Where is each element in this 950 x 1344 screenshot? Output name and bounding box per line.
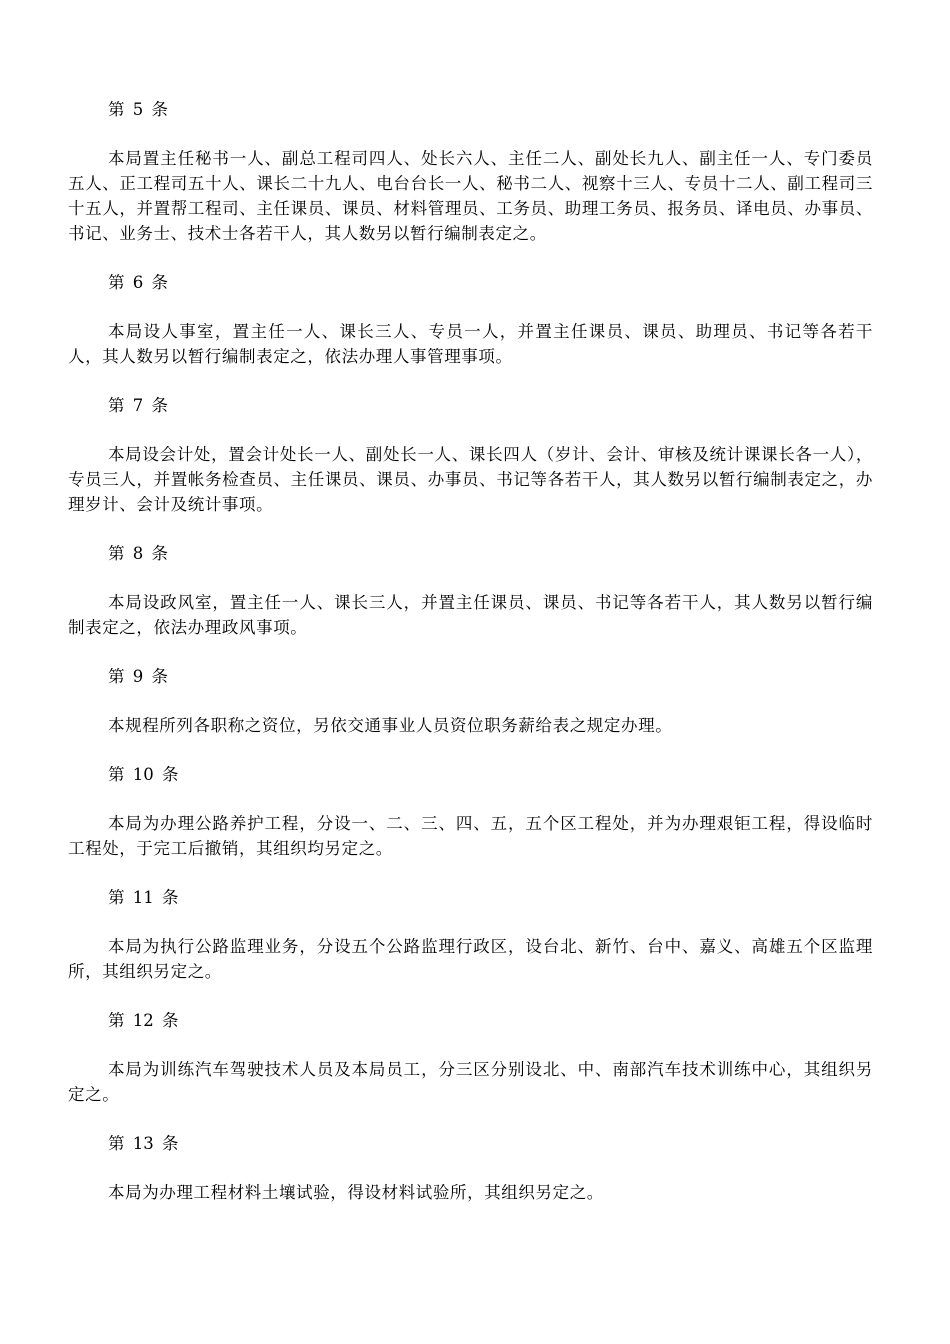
- document-body: [68, 97, 873, 1205]
- article-text: 本局置主任秘书一人、副总工程司四人、处长六人、主任二人、副处长九人、副主任一人、专门委员五人、正工程司五十人、课长二十九人、电台台长一人、秘书二人、视察十三人、专员十二人、副工程司三十五人，并置帮工程司、主任课员、课员、材料管理员、工务员、助理工务员、报务员、译电员、办事员、书记、业务士、技术士各若干人，其人数另以暂行编制表定之。: [68, 149, 873, 243]
- article-heading: 第 6 条: [108, 273, 168, 292]
- article-text: 本局设人事室，置主任一人、课长三人、专员一人，并置主任课员、课员、助理员、书记等各若干人，其人数另以暂行编制表定之，依法办理人事管理事项。: [68, 322, 873, 366]
- article-heading: 第 13 条: [108, 1134, 179, 1153]
- article-heading: 第 9 条: [108, 667, 168, 686]
- article-text: 本局为办理公路养护工程，分设一、二、三、四、五，五个区工程处，并为办理艰钜工程，得设临时工程处，于完工后撤销，其组织均另定之。: [68, 814, 873, 858]
- article-text: 本局设政风室，置主任一人、课长三人，并置主任课员、课员、书记等各若干人，其人数另以暂行编制表定之，依法办理政风事项。: [68, 593, 873, 637]
- article-text: 本局为训练汽车驾驶技术人员及本局员工，分三区分别设北、中、南部汽车技术训练中心，其组织另定之。: [68, 1060, 873, 1104]
- article-heading: 第 12 条: [108, 1011, 179, 1030]
- article-heading: 第 7 条: [108, 396, 168, 415]
- article-heading: 第 10 条: [108, 765, 179, 784]
- article-heading: 第 5 条: [108, 100, 168, 119]
- article-text: 本局为办理工程材料土壤试验，得设材料试验所，其组织另定之。: [108, 1183, 604, 1202]
- article-text: 本局设会计处，置会计处长一人、副处长一人、课长四人（岁计、会计、审核及统计课课长各一人），专员三人，并置帐务检查员、主任课员、课员、办事员、书记等各若干人，其人数另以暂行编制表定之，办理岁计、会计及统计事项。: [68, 445, 873, 514]
- article-heading: 第 11 条: [108, 888, 179, 907]
- article-text: 本规程所列各职称之资位，另依交通事业人员资位职务薪给表之规定办理。: [108, 716, 673, 735]
- article-heading: 第 8 条: [108, 544, 168, 563]
- article-text: 本局为执行公路监理业务，分设五个公路监理行政区，设台北、新竹、台中、嘉义、高雄五个区监理所，其组织另定之。: [68, 937, 873, 981]
